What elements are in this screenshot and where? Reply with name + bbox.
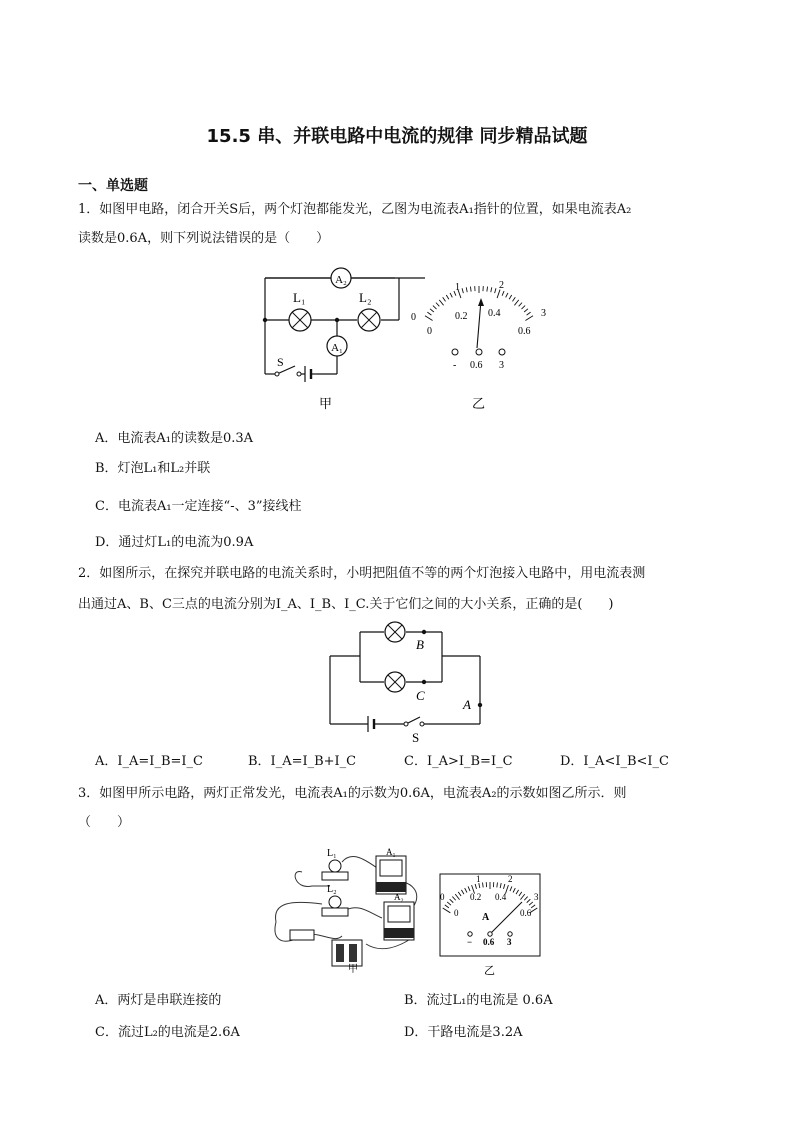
dial-tick — [514, 300, 518, 305]
dial-tick — [462, 288, 463, 293]
point-c-label: C — [416, 688, 425, 703]
question-1-figure — [255, 262, 565, 417]
point-b-label: B — [416, 637, 424, 652]
q1-option-c[interactable]: C．电流表A₁一定连接“-、3”接线柱 — [95, 499, 302, 514]
ammeter-a1-label: A₁ — [386, 847, 396, 857]
ammeter-a2-label: A₂ — [394, 892, 404, 902]
dial-tick — [512, 297, 515, 301]
dial-tick — [430, 309, 434, 312]
junction-dot — [263, 318, 267, 322]
terminal-label-negative: - — [453, 360, 457, 371]
dial-tick — [443, 297, 446, 301]
q2-option-c[interactable]: C．I_A>I_B=I_C — [404, 754, 513, 769]
q2-option-a[interactable]: A．I_A=I_B=I_C — [95, 754, 203, 769]
q3-option-b[interactable]: B．流过L₁的电流是 0.6A — [404, 993, 553, 1008]
scale-bottom-3: 0.6 — [520, 908, 532, 918]
terminal-3 — [499, 349, 505, 355]
q3-option-c[interactable]: C．流过L₂的电流是2.6A — [95, 1025, 240, 1040]
dial-tick — [527, 312, 531, 315]
point-a-label: A — [463, 697, 471, 712]
needle-arrow-icon — [478, 298, 484, 306]
question-3-line-2: （ ） — [78, 815, 131, 830]
lamp-l1-label: L₁ — [327, 848, 337, 859]
question-2-line-1: 2．如图所示，在探究并联电路的电流关系时，小明把阻值不等的两个灯泡接入电路中，用电流表测 — [78, 566, 646, 581]
battery-device — [332, 940, 362, 966]
dial-tick — [502, 291, 504, 296]
dial-tick — [495, 288, 496, 293]
q1-option-b[interactable]: B．灯泡L₁和L₂并联 — [95, 461, 211, 476]
terminal-0.6 — [476, 349, 482, 355]
scale-top-0: 0 — [411, 312, 416, 323]
scale-bottom-0: 0 — [454, 908, 459, 918]
question-1-line-1: 1．如图甲电路，闭合开关S后，两个灯泡都能发光，乙图为电流表A₁指针的位置，如果电流表A₂ — [78, 202, 632, 217]
q3-option-d[interactable]: D．干路电流是3.2A — [404, 1025, 523, 1040]
ammeter-a2-device — [384, 902, 414, 940]
switch-device — [290, 930, 314, 940]
scale-bottom-3: 0.6 — [518, 326, 531, 337]
scale-bottom-1: 0.2 — [470, 892, 482, 902]
question-3-figure — [272, 842, 546, 982]
switch-contact — [404, 722, 408, 726]
dial-tick — [519, 303, 522, 307]
scale-top-0: 0 — [440, 892, 445, 902]
dial-tick — [487, 287, 488, 292]
terminal-negative — [452, 349, 458, 355]
ammeter-a1-label: A₁ — [331, 342, 343, 354]
point-c-dot — [422, 680, 426, 684]
dial-tick — [525, 316, 533, 321]
dial-tick — [427, 312, 431, 315]
q3-option-a[interactable]: A．两灯是串联连接的 — [95, 993, 222, 1008]
figure-jia-label: 甲 — [348, 964, 358, 975]
section-heading: 一、单选题 — [78, 178, 148, 194]
dial-tick — [509, 295, 512, 299]
dial-tick — [450, 293, 452, 297]
scale-bottom-2: 0.4 — [495, 892, 507, 902]
dial-tick — [446, 295, 449, 299]
terminal-label-0.6: 0.6 — [483, 937, 495, 947]
terminal-label-3: 3 — [499, 360, 504, 371]
scale-bottom-1: 0.2 — [455, 311, 468, 322]
lamp-l2-label: L₂ — [327, 884, 337, 895]
q2-option-b[interactable]: B．I_A=I_B+I_C — [248, 754, 357, 769]
scale-top-2: 2 — [499, 280, 504, 291]
scale-top-2: 2 — [508, 874, 513, 884]
dial-tick — [521, 306, 525, 309]
lamp-l1-device — [322, 860, 348, 880]
dial-tick — [506, 293, 508, 297]
lamp-top — [385, 622, 405, 642]
dial-tick — [466, 287, 467, 292]
terminal-label-negative: − — [467, 937, 473, 947]
switch-contact — [297, 372, 301, 376]
terminal-label-0.6: 0.6 — [470, 360, 483, 371]
switch-label: S — [412, 730, 420, 745]
switch-label: S — [277, 355, 284, 369]
dial-tick — [470, 287, 471, 292]
scale-bottom-2: 0.4 — [488, 308, 501, 319]
lamp-l2 — [358, 309, 380, 331]
page-title: 15.5 串、并联电路中电流的规律 同步精品试题 — [206, 126, 588, 147]
figure-yi-label: 乙 — [484, 965, 495, 977]
circuit-jia — [265, 278, 425, 382]
lamp-l2-device — [322, 896, 348, 916]
scale-top-1: 1 — [476, 874, 481, 884]
lamp-bottom — [385, 672, 405, 692]
q2-option-d[interactable]: D．I_A<I_B<I_C — [560, 754, 670, 769]
scale-bottom-0: 0 — [427, 326, 432, 337]
point-a-dot — [478, 703, 482, 707]
question-3-line-1: 3．如图甲所示电路，两灯正常发光，电流表A₁的示数为0.6A，电流表A₂的示数如图乙所示．则 — [78, 786, 627, 801]
dial-tick — [436, 303, 439, 307]
scale-top-3: 3 — [541, 308, 546, 319]
ammeter-a1-device — [376, 856, 406, 894]
switch-contact — [275, 372, 279, 376]
switch-contact — [420, 722, 424, 726]
meter-unit-label: A — [482, 912, 490, 923]
dial-tick — [425, 316, 433, 321]
figure-jia-label: 甲 — [319, 396, 333, 411]
dial-tick — [524, 309, 528, 312]
meter-needle — [477, 300, 481, 348]
q1-option-d[interactable]: D．通过灯L₁的电流为0.9A — [95, 535, 254, 550]
figure-yi-label: 乙 — [472, 396, 486, 411]
ammeter-dial-yi — [425, 286, 533, 321]
ammeter-a2-label: A₂ — [335, 274, 347, 286]
terminal-3 — [508, 932, 512, 936]
lamp-l1-label: L₁ — [293, 290, 306, 305]
scale-top-3: 3 — [534, 892, 539, 902]
dial-tick — [433, 306, 437, 309]
point-b-dot — [422, 630, 426, 634]
terminal-0.6 — [488, 932, 492, 936]
lamp-l1 — [289, 309, 311, 331]
q1-option-a[interactable]: A．电流表A₁的读数是0.3A — [95, 431, 254, 446]
dial-tick — [439, 300, 443, 305]
scale-top-1: 1 — [455, 282, 460, 293]
terminal-label-3: 3 — [507, 937, 512, 947]
terminal-negative — [468, 932, 472, 936]
question-2-line-2: 出通过A、B、C三点的电流分别为I_A、I_B、I_C.关于它们之间的大小关系，正确的是( ) — [78, 597, 614, 612]
question-2-figure — [320, 618, 495, 746]
junction-dot — [335, 318, 339, 322]
question-1-line-2: 读数是0.6A，则下列说法错误的是（ ） — [78, 231, 330, 246]
lamp-l2-label: L₂ — [359, 290, 372, 305]
dial-tick — [491, 287, 492, 292]
